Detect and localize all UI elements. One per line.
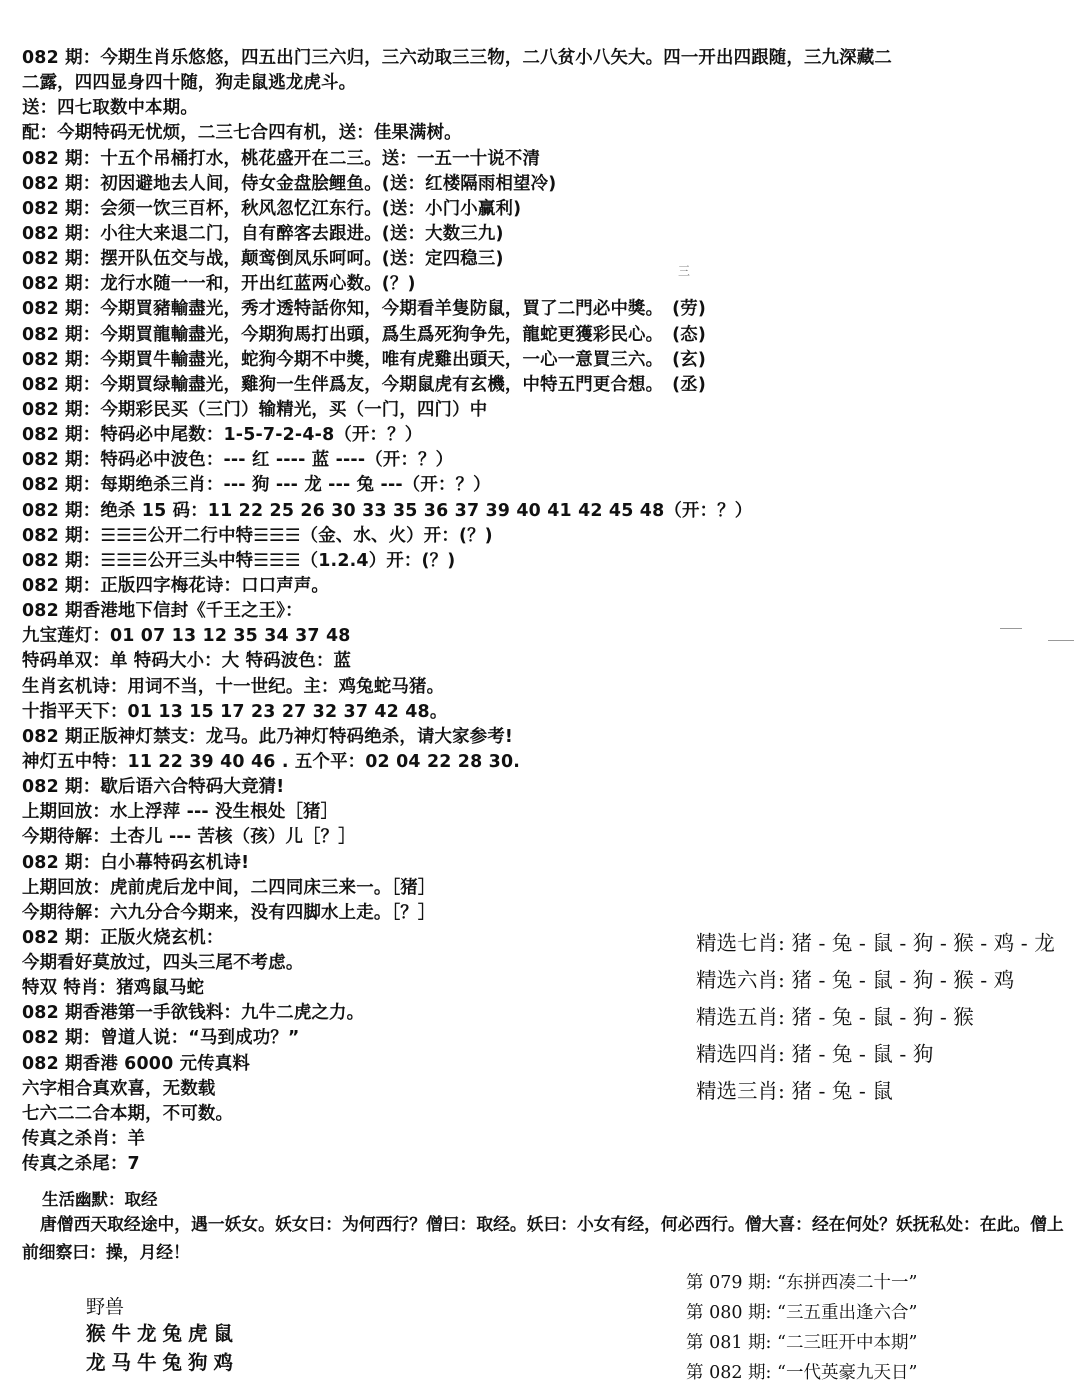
text-line: 082 期：绝杀 15 码：11 22 25 26 30 33 35 36 37 39 40 41 42 45 48（开：？） (22, 500, 753, 521)
history-period: 第 082 期: (686, 1363, 772, 1383)
jingxuan-value: 猪 - 兔 - 鼠 (791, 1079, 893, 1103)
history-list (686, 1268, 1076, 1388)
jingxuan-label: 精选六肖: (696, 968, 785, 992)
text-line: 十指平天下：01 13 15 17 23 27 32 37 42 48。 (22, 701, 448, 722)
history-period: 第 079 期: (686, 1273, 772, 1293)
history-item (686, 1328, 1076, 1358)
text-line: 特双 特肖：猪鸡鼠马蛇 (22, 978, 205, 999)
text-line: 082 期：☰☰☰公开三头中特☰☰☰（1.2.4）开：(？) (22, 550, 456, 571)
text-line: 今期看好莫放过，四头三尾不考虑。 (22, 953, 304, 974)
beast-title: 野兽 (86, 1296, 125, 1318)
text-line: 九宝莲灯：01 07 13 12 35 34 37 48 (22, 626, 351, 647)
text-line: 上期回放：虎前虎后龙中间，二四同床三来一。［猪］ (22, 877, 436, 898)
text-line: 082 期：每期绝杀三肖：--- 狗 --- 龙 --- 兔 ---（开：？） (22, 475, 491, 496)
text-line: 今期待解：土杏儿 --- 苦核（孩）儿［？］ (22, 827, 356, 848)
beast-row: 龙马牛兔狗鸡 (86, 1351, 240, 1374)
history-period: 第 081 期: (686, 1333, 772, 1353)
text-line: 082 期：小往大来退二门，自有醉客去跟进。(送：大数三九) (22, 223, 504, 244)
text-line: 082 期：特码必中尾数：1-5-7-2-4-8（开：？） (22, 425, 423, 446)
jingxuan-value: 猪 - 兔 - 鼠 - 狗 (791, 1042, 934, 1066)
text-line: 082 期：龙行水随一一和，开出红蓝两心数。(？) (22, 274, 416, 295)
text-line: 传真之杀尾：7 (22, 1154, 140, 1175)
history-phrase: “二三旺开中本期” (777, 1333, 918, 1353)
jingxuan-row (696, 1036, 1076, 1073)
text-line: 今期待解：六九分合今期来，没有四脚水上走。［？］ (22, 902, 436, 923)
beast-row: 猴牛龙兔虎鼠 (86, 1322, 240, 1345)
text-line: 神灯五中特：11 22 39 40 46 . 五个平：02 04 22 28 30. (22, 751, 521, 772)
text-line: 特码单双：单 特码大小：大 特码波色：蓝 (22, 651, 352, 672)
jingxuan-label: 精选五肖: (696, 1005, 785, 1029)
history-item (686, 1358, 1076, 1388)
jingxuan-value: 猪 - 兔 - 鼠 - 狗 - 猴 - 鸡 - 龙 (791, 931, 1055, 955)
joke-body: 唐僧西天取经途中，遇一妖女。妖女曰：为何西行？僧曰：取经。妖曰：小女有经，何必西行。僧大喜：经在何处？妖抚私处：在此。僧上前细察曰：操，月经！ (22, 1214, 1064, 1262)
history-item (686, 1298, 1076, 1328)
text-line: 二露，四四显身四十随，狗走鼠逃龙虎斗。 (22, 73, 357, 94)
text-line: 082 期香港地下信封《千王之王》： (22, 601, 303, 622)
text-line: 082 期：今期買绿輸盡光，雞狗一生伴爲友，今期鼠虎有玄機，中特五門更合想。 (丞) (22, 374, 707, 395)
jingxuan-value: 猪 - 兔 - 鼠 - 狗 - 猴 (791, 1005, 974, 1029)
jingxuan-row (696, 999, 1076, 1036)
text-line: 082 期：特码必中波色：--- 红 ---- 蓝 ----（开：？） (22, 450, 454, 471)
jingxuan-label: 精选四肖: (696, 1042, 785, 1066)
stray-mark: 三 (678, 264, 691, 278)
jingxuan-label: 精选七肖: (696, 931, 785, 955)
text-line: 082 期：歇后语六合特码大竞猜! (22, 777, 285, 798)
text-line: 082 期正版神灯禁支：龙马。此乃神灯特码绝杀，请大家参考! (22, 726, 514, 747)
text-line: 082 期：☰☰☰公开二行中特☰☰☰（金、水、火）开：(？) (22, 525, 493, 546)
history-phrase: “一代英豪九天日” (777, 1363, 918, 1383)
joke-title: 生活幽默：取经 (42, 1190, 158, 1209)
text-line: 082 期：今期買牛輸盡光，蛇狗今期不中獎，唯有虎雞出頭天，一心一意買三六。 (玄) (22, 349, 707, 370)
beast-grid (86, 1319, 239, 1377)
text-line: 上期回放：水上浮萍 --- 没生根处［猪］ (22, 802, 339, 823)
text-line: 082 期：正版四字梅花诗：口口声声。 (22, 575, 330, 596)
text-line: 082 期：摆开队伍交与战，颠鸾倒凤乐呵呵。(送：定四稳三) (22, 249, 504, 270)
jingxuan-row (696, 925, 1076, 962)
jingxuan-value: 猪 - 兔 - 鼠 - 狗 - 猴 - 鸡 (791, 968, 1015, 992)
text-line: 六字相合真欢喜，无数载 (22, 1078, 216, 1099)
text-line: 生肖玄机诗：用词不当，十一世纪。主：鸡兔蛇马猪。 (22, 676, 445, 697)
history-phrase: “三五重出逢六合” (777, 1303, 918, 1323)
text-line: 082 期：今期買龍輸盡光，今期狗馬打出頭，爲生爲死狗争先，龍蛇更獲彩民心。 (态) (22, 324, 707, 345)
text-line: 送：四七取数中本期。 (22, 98, 198, 119)
text-line: 082 期：初因避地去人间，侍女金盘脍鲤鱼。(送：红楼隔雨相望冷) (22, 173, 557, 194)
text-line: 082 期：今期彩民买（三门）输精光，买（一门，四门）中 (22, 399, 488, 420)
faint-dash-mark (1048, 640, 1074, 641)
faint-dash-mark (1000, 628, 1022, 629)
text-line: 082 期：白小幕特码玄机诗! (22, 852, 250, 873)
jingxuan-row (696, 962, 1076, 999)
jingxuan-label: 精选三肖: (696, 1079, 785, 1103)
text-line: 082 期香港第一手欲钱料：九牛二虎之力。 (22, 1003, 365, 1024)
text-line: 配：今期特码无忧烦，二三七合四有机，送：佳果满树。 (22, 123, 462, 144)
text-line: 082 期：会须一饮三百杯，秋风忽忆江东行。(送：小门小赢利) (22, 198, 522, 219)
text-line: 传真之杀肖：羊 (22, 1129, 146, 1150)
text-line: 082 期：十五个吊桶打水，桃花盛开在二三。送：一五一十说不清 (22, 148, 541, 169)
text-line: 082 期：正版火烧玄机： (22, 927, 224, 948)
history-item (686, 1268, 1076, 1298)
text-line: 七六二二合本期，不可数。 (22, 1103, 234, 1124)
history-phrase: “东拼西凑二十一” (777, 1273, 918, 1293)
jingxuan-row (696, 1073, 1076, 1110)
text-line: 082 期：今期買豬輸盡光，秀才透特話你知，今期看羊隻防鼠，買了二門必中獎。 (劳) (22, 299, 707, 320)
text-line: 082 期：今期生肖乐悠悠，四五出门三六归，三六动取三三物，二八贫小八矢大。四一开出四跟随，三九深藏二 (22, 48, 892, 68)
text-line: 082 期香港 6000 元传真料 (22, 1053, 251, 1074)
jingxuan-panel (696, 925, 1076, 1110)
text-line: 082 期：曾道人说：“马到成功？” (22, 1028, 300, 1049)
history-period: 第 080 期: (686, 1303, 772, 1323)
